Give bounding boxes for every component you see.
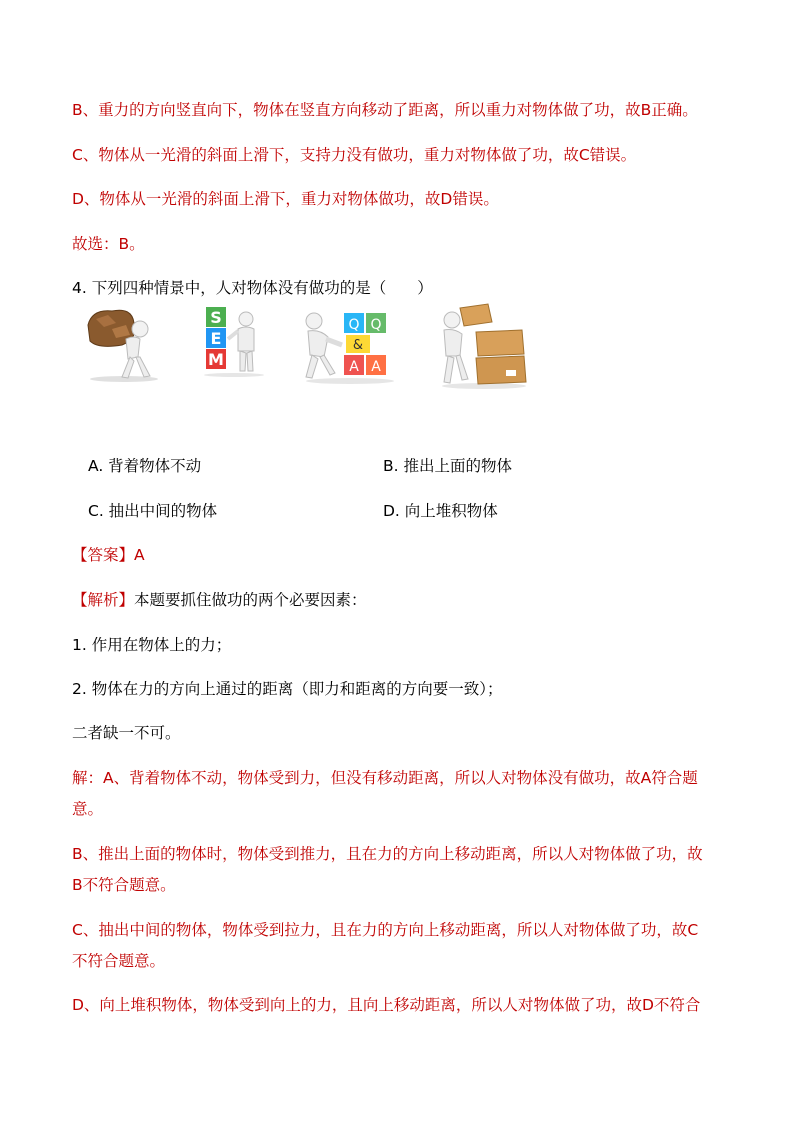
solution-line-d: D、物体从一光滑的斜面上滑下，重力对物体做功，故D错误。 — [72, 190, 499, 208]
analysis-intro-line — [72, 590, 732, 610]
answer-value: A — [134, 546, 145, 564]
explanation-b-1: B、推出上面的物体时，物体受到推力，且在力的方向上移动距离，所以人对物体做了功，故 — [72, 845, 703, 863]
figure-b-sem-blocks — [200, 305, 268, 377]
explanation-a-2: 意。 — [72, 800, 104, 818]
explanation-b-2: B不符合题意。 — [72, 876, 176, 894]
explanation-c-1: C、抽出中间的物体，物体受到拉力，且在力的方向上移动距离，所以人对物体做了功，故C — [72, 921, 699, 939]
analysis-point-1: 1. 作用在物体上的力； — [72, 636, 232, 654]
explanation-c-2: 不符合题意。 — [72, 952, 166, 970]
solution-choice: 故选：B。 — [72, 235, 145, 253]
solution-line-c: C、物体从一光滑的斜面上滑下，支持力没有做功，重力对物体做了功，故C错误。 — [72, 146, 637, 164]
cube-e: E — [210, 329, 222, 348]
analysis-intro: 本题要抓住做功的两个必要因素： — [134, 591, 367, 609]
figure-c-qa-blocks — [300, 305, 398, 385]
cube-amp: & — [352, 338, 364, 353]
question-stem: 4. 下列四种情景中，人对物体没有做功的是（ ） — [72, 279, 433, 297]
solution-line-b: B、重力的方向竖直向下，物体在竖直方向移动了距离，所以重力对物体做了功，故B正确。 — [72, 101, 698, 119]
analysis-tag: 【解析】 — [72, 591, 135, 609]
analysis-conclusion: 二者缺一不可。 — [72, 724, 181, 742]
option-a: A. 背着物体不动 — [88, 457, 202, 475]
figure-d-boxes — [436, 300, 530, 390]
cube-a1: A — [349, 359, 359, 375]
explanation-d-1: D、向上堆积物体，物体受到向上的力，且向上移动距离，所以人对物体做了功，故D不符合 — [72, 996, 701, 1014]
option-c: C. 抽出中间的物体 — [88, 502, 218, 520]
figure-a-carrying — [82, 305, 164, 383]
answer-line — [72, 545, 732, 565]
analysis-point-2: 2. 物体在力的方向上通过的距离（即力和距离的方向要一致）； — [72, 680, 503, 698]
answer-tag: 【答案】 — [72, 546, 135, 564]
cube-q2: Q — [370, 317, 382, 333]
option-d: D. 向上堆积物体 — [383, 502, 498, 520]
explanation-a-1: 解：A、背着物体不动，物体受到力，但没有移动距离，所以人对物体没有做功，故A符合题 — [72, 769, 698, 787]
option-b: B. 推出上面的物体 — [383, 457, 512, 475]
cube-m: M — [208, 350, 224, 369]
cube-q1: Q — [348, 317, 360, 333]
cube-a2: A — [371, 359, 381, 375]
cube-s: S — [210, 308, 222, 327]
